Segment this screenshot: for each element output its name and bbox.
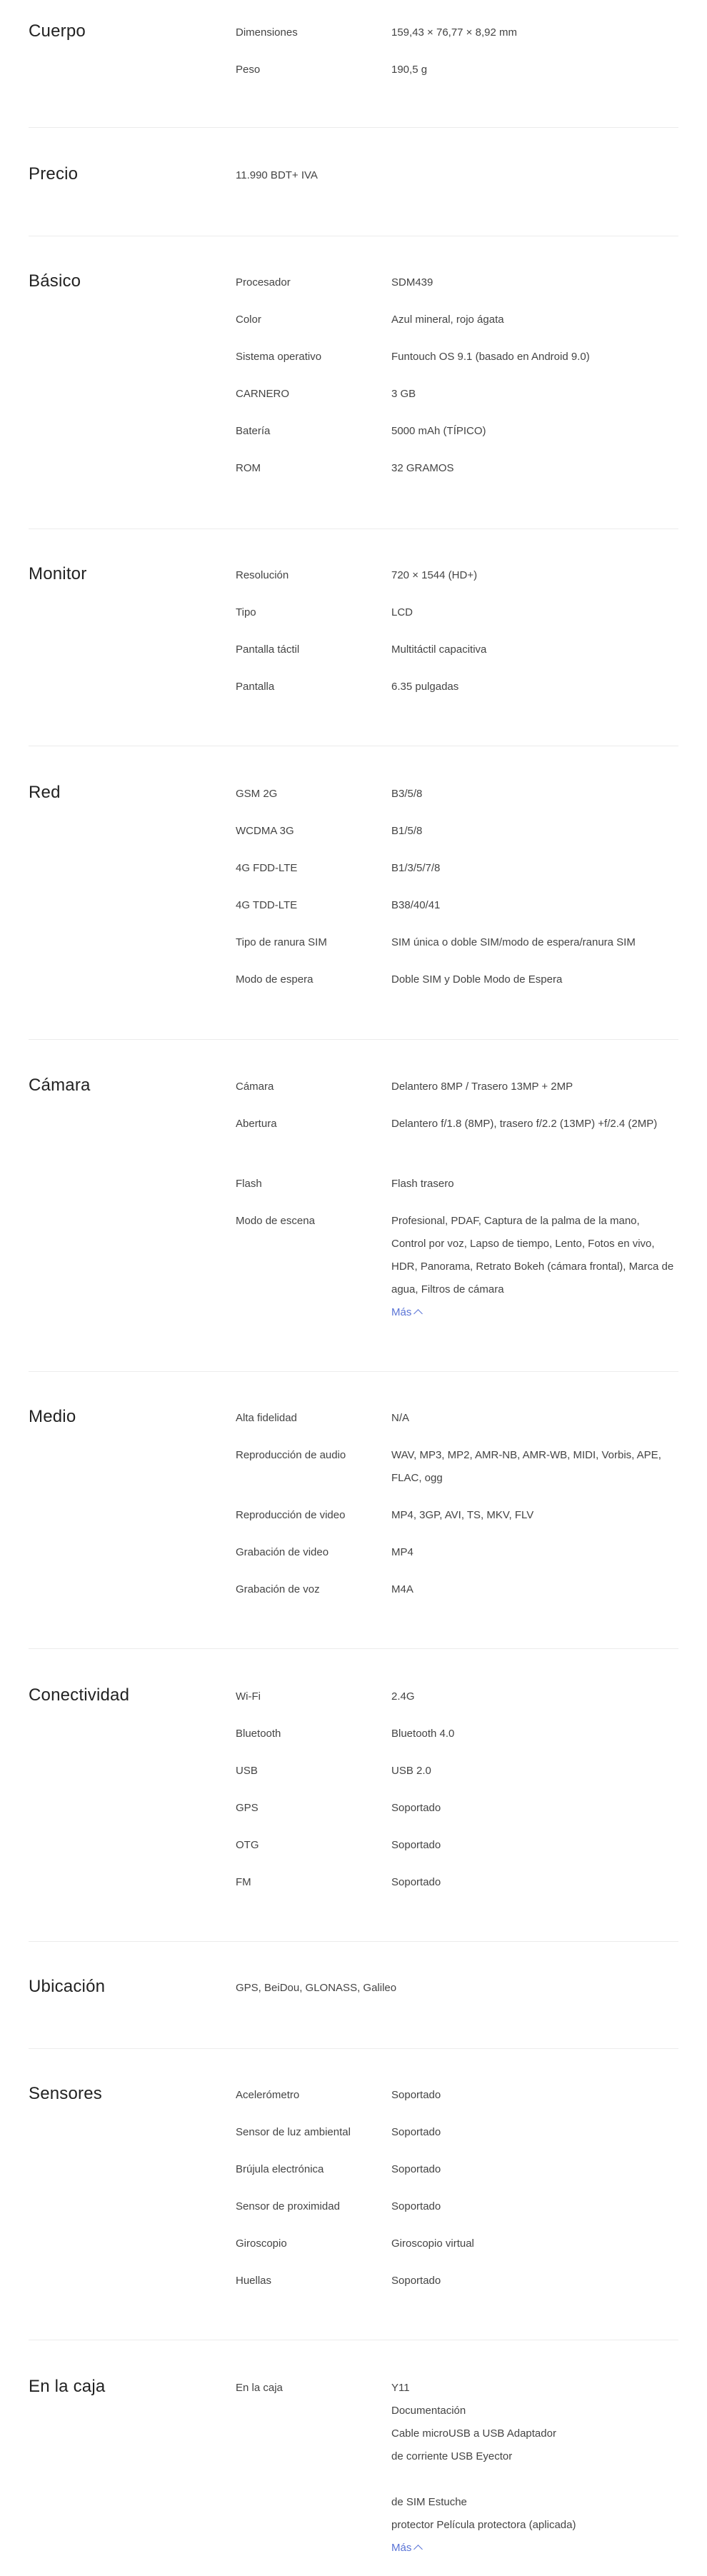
spec-label-fm: FM xyxy=(236,1876,251,1888)
spec-label-modo-escena: Modo de escena xyxy=(236,1215,315,1227)
box-item: Y11 xyxy=(391,2382,410,2394)
spec-label-tdd-lte: 4G TDD-LTE xyxy=(236,899,298,911)
spec-value-pantalla-tactil: Multitáctil capacitiva xyxy=(391,643,487,656)
spec-label-otg: OTG xyxy=(236,1839,259,1851)
spec-label-wcdma: WCDMA 3G xyxy=(236,825,294,837)
spec-label-huellas: Huellas xyxy=(236,2275,272,2287)
spec-value-reproduccion-audio: WAV, MP3, MP2, AMR-NB, AMR-WB, MIDI, Vorbis, APE, FLAC, ogg xyxy=(391,1449,661,1484)
spec-label-camara: Cámara xyxy=(236,1081,274,1093)
section-title: Sensores xyxy=(29,2084,102,2103)
spec-value-tdd-lte: B38/40/41 xyxy=(391,899,441,911)
spec-label-reproduccion-video: Reproducción de video xyxy=(236,1509,346,1521)
box-item: de SIM Estuche xyxy=(391,2496,467,2508)
section-title: Ubicación xyxy=(29,1977,106,1996)
spec-value-luz-ambiental: Soportado xyxy=(391,2126,441,2138)
spec-value-fdd-lte: B1/3/5/7/8 xyxy=(391,862,441,874)
spec-value-bluetooth: Bluetooth 4.0 xyxy=(391,1728,455,1740)
section-title: Medio xyxy=(29,1407,76,1426)
spec-value-proximidad: Soportado xyxy=(391,2200,441,2212)
spec-label-ranura-sim: Tipo de ranura SIM xyxy=(236,936,327,948)
spec-label-pantalla-tactil: Pantalla táctil xyxy=(236,643,300,656)
divider xyxy=(29,1648,678,1649)
spec-label-acelerometro: Acelerómetro xyxy=(236,2089,300,2101)
spec-label-grabacion-voz: Grabación de voz xyxy=(236,1583,320,1595)
more-toggle-label: Más xyxy=(391,2542,412,2554)
spec-value-bateria: 5000 mAh (TÍPICO) xyxy=(391,425,486,437)
spec-value-pantalla: 6.35 pulgadas xyxy=(391,681,459,693)
section-title: En la caja xyxy=(29,2377,106,2396)
spec-value-ubicacion: GPS, BeiDou, GLONASS, Galileo xyxy=(236,1982,397,1994)
section-title: Monitor xyxy=(29,564,87,583)
spec-label-pantalla: Pantalla xyxy=(236,681,275,693)
spec-value-grabacion-video: MP4 xyxy=(391,1546,413,1558)
spec-value-reproduccion-video: MP4, 3GP, AVI, TS, MKV, FLV xyxy=(391,1509,534,1521)
spec-value-color: Azul mineral, rojo ágata xyxy=(391,314,504,326)
spec-label-gps: GPS xyxy=(236,1802,259,1814)
box-item: de corriente USB Eyector xyxy=(391,2450,513,2462)
spec-value-giroscopio: Giroscopio virtual xyxy=(391,2237,474,2250)
spec-value-alta-fidelidad: N/A xyxy=(391,1412,410,1424)
spec-value-resolucion: 720 × 1544 (HD+) xyxy=(391,569,478,581)
spec-label-usb: USB xyxy=(236,1765,258,1777)
spec-label-resolucion: Resolución xyxy=(236,569,289,581)
box-item: Cable microUSB a USB Adaptador xyxy=(391,2427,556,2440)
spec-value-sistema-operativo: Funtouch OS 9.1 (basado en Android 9.0) xyxy=(391,351,590,363)
box-item: protector Película protectora (aplicada) xyxy=(391,2519,576,2531)
section-title: Conectividad xyxy=(29,1685,130,1705)
more-toggle-label: Más xyxy=(391,1306,412,1318)
spec-label-brujula: Brújula electrónica xyxy=(236,2163,324,2175)
spec-value-precio: 11.990 BDT+ IVA xyxy=(236,169,318,181)
section-title: Precio xyxy=(29,164,79,184)
spec-value-brujula: Soportado xyxy=(391,2163,441,2175)
spec-label-alta-fidelidad: Alta fidelidad xyxy=(236,1412,297,1424)
spec-value-modo-espera: Doble SIM y Doble Modo de Espera xyxy=(391,973,563,986)
spec-label-tipo: Tipo xyxy=(236,606,256,618)
spec-value-procesador: SDM439 xyxy=(391,276,433,289)
spec-label-reproduccion-audio: Reproducción de audio xyxy=(236,1449,346,1461)
spec-label-bluetooth: Bluetooth xyxy=(236,1728,281,1740)
divider xyxy=(29,127,678,128)
spec-value-gsm: B3/5/8 xyxy=(391,788,423,800)
spec-value-usb: USB 2.0 xyxy=(391,1765,431,1777)
more-toggle-link[interactable] xyxy=(391,2537,421,2560)
more-toggle-link[interactable] xyxy=(391,1301,421,1324)
spec-value-peso: 190,5 g xyxy=(391,64,428,76)
spec-value-abertura: Delantero f/1.8 (8MP), trasero f/2.2 (13MP) +f/2.4 (2MP) xyxy=(391,1118,658,1130)
spec-value-otg: Soportado xyxy=(391,1839,441,1851)
spec-value-huellas: Soportado xyxy=(391,2275,441,2287)
spec-label-wifi: Wi-Fi xyxy=(236,1690,261,1703)
divider xyxy=(29,2048,678,2049)
section-title: Cuerpo xyxy=(29,21,86,41)
spec-value-acelerometro: Soportado xyxy=(391,2089,441,2101)
spec-label-peso: Peso xyxy=(236,64,261,76)
spec-value-gps: Soportado xyxy=(391,1802,441,1814)
spec-value-tipo: LCD xyxy=(391,606,413,618)
spec-label-sistema-operativo: Sistema operativo xyxy=(236,351,322,363)
spec-value-ram: 3 GB xyxy=(391,388,416,400)
spec-label-modo-espera: Modo de espera xyxy=(236,973,314,986)
section-title: Básico xyxy=(29,271,81,291)
spec-label-en-la-caja: En la caja xyxy=(236,2382,283,2394)
spec-value-flash: Flash trasero xyxy=(391,1178,454,1190)
chevron-up-icon xyxy=(413,2545,423,2554)
spec-value-fm: Soportado xyxy=(391,1876,441,1888)
spec-label-bateria: Batería xyxy=(236,425,271,437)
spec-value-grabacion-voz: M4A xyxy=(391,1583,413,1595)
spec-label-color: Color xyxy=(236,314,261,326)
spec-label-flash: Flash xyxy=(236,1178,262,1190)
spec-label-luz-ambiental: Sensor de luz ambiental xyxy=(236,2126,351,2138)
chevron-up-icon xyxy=(413,1309,423,1318)
spec-value-wifi: 2.4G xyxy=(391,1690,415,1703)
spec-value-ranura-sim: SIM única o doble SIM/modo de espera/ranura SIM xyxy=(391,936,636,948)
divider xyxy=(29,1371,678,1372)
section-title: Red xyxy=(29,783,61,802)
spec-label-dimensiones: Dimensiones xyxy=(236,26,298,39)
spec-value-camara: Delantero 8MP / Trasero 13MP + 2MP xyxy=(391,1081,573,1093)
spec-label-grabacion-video: Grabación de video xyxy=(236,1546,329,1558)
divider xyxy=(29,1941,678,1942)
spec-label-procesador: Procesador xyxy=(236,276,291,289)
spec-label-ram: CARNERO xyxy=(236,388,290,400)
spec-value-wcdma: B1/5/8 xyxy=(391,825,423,837)
spec-value-modo-escena: Profesional, PDAF, Captura de la palma de la mano, Control por voz, Lapso de tiempo, Lento, Fotos en vivo, HDR, Panorama, Retrato Bokeh (cámara frontal), Marca de agua, Filtros de cámara xyxy=(391,1215,674,1295)
spec-label-giroscopio: Giroscopio xyxy=(236,2237,287,2250)
spec-label-rom: ROM xyxy=(236,462,261,474)
spec-label-gsm: GSM 2G xyxy=(236,788,278,800)
divider xyxy=(29,1039,678,1040)
spec-label-abertura: Abertura xyxy=(236,1118,277,1130)
section-title: Cámara xyxy=(29,1076,91,1095)
spec-value-rom: 32 GRAMOS xyxy=(391,462,454,474)
spec-label-fdd-lte: 4G FDD-LTE xyxy=(236,862,298,874)
spec-label-proximidad: Sensor de proximidad xyxy=(236,2200,340,2212)
box-item: Documentación xyxy=(391,2405,466,2417)
spec-value-dimensiones: 159,43 × 76,77 × 8,92 mm xyxy=(391,26,517,39)
divider xyxy=(29,528,678,529)
